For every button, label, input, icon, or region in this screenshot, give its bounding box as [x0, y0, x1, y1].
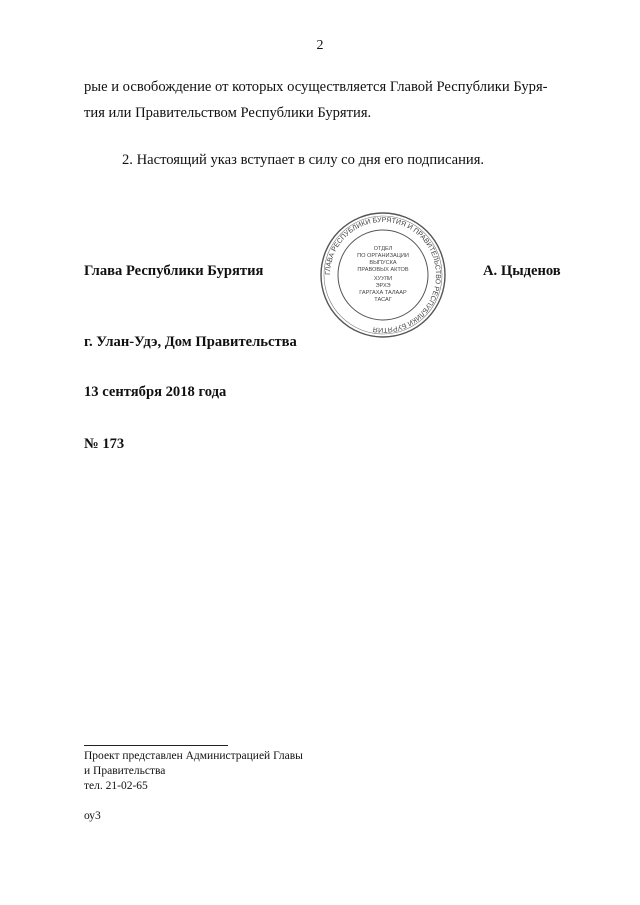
official-stamp	[318, 210, 448, 340]
signing-place: г. Улан-Удэ, Дом Правительства	[84, 334, 297, 350]
svg-text:ЭРХЭ: ЭРХЭ	[375, 283, 391, 289]
svg-text:ОТДЕЛ: ОТДЕЛ	[373, 246, 393, 252]
svg-text:ПРАВОВЫХ АКТОВ: ПРАВОВЫХ АКТОВ	[357, 267, 409, 273]
signer-name: А. Цыденов	[483, 263, 561, 279]
svg-text:ТАСАГ: ТАСАГ	[374, 297, 392, 303]
paragraph-continuation	[84, 74, 574, 126]
svg-text:ГАРГАХА ТАЛААР: ГАРГАХА ТАЛААР	[359, 290, 407, 296]
signer-title: Глава Республики Бурятия	[84, 263, 264, 279]
page-number: 2	[316, 38, 324, 53]
svg-text:ПО ОРГАНИЗАЦИИ: ПО ОРГАНИЗАЦИИ	[357, 253, 409, 259]
decree-number: № 173	[84, 436, 125, 452]
svg-text:ГЛАВА РЕСПУБЛИКИ БУРЯТИЯ И ПРА: ГЛАВА РЕСПУБЛИКИ БУРЯТИЯ И ПРАВИТЕЛЬСТВО РЕСПУБЛИКИ БУРЯТИЯ	[324, 216, 442, 334]
svg-text:ВЫПУСКА: ВЫПУСКА	[369, 260, 397, 266]
signing-date: 13 сентября 2018 года	[84, 384, 227, 400]
footnote-line: Проект представлен Администрацией Главы	[84, 750, 303, 762]
footnote-divider	[84, 745, 228, 746]
paragraph-line: рые и освобождение от которых осуществляется Главой Республики Буря-	[84, 79, 548, 95]
svg-text:ХУУЛИ: ХУУЛИ	[373, 276, 393, 282]
footnote-phone: тел. 21-02-65	[84, 780, 148, 792]
document-code: оу3	[84, 810, 101, 822]
footnote-line: и Правительства	[84, 765, 166, 777]
paragraph-effective-date: 2. Настоящий указ вступает в силу со дня его подписания.	[122, 152, 485, 168]
paragraph-line: тия или Правительством Республики Бурятия.	[84, 105, 372, 121]
